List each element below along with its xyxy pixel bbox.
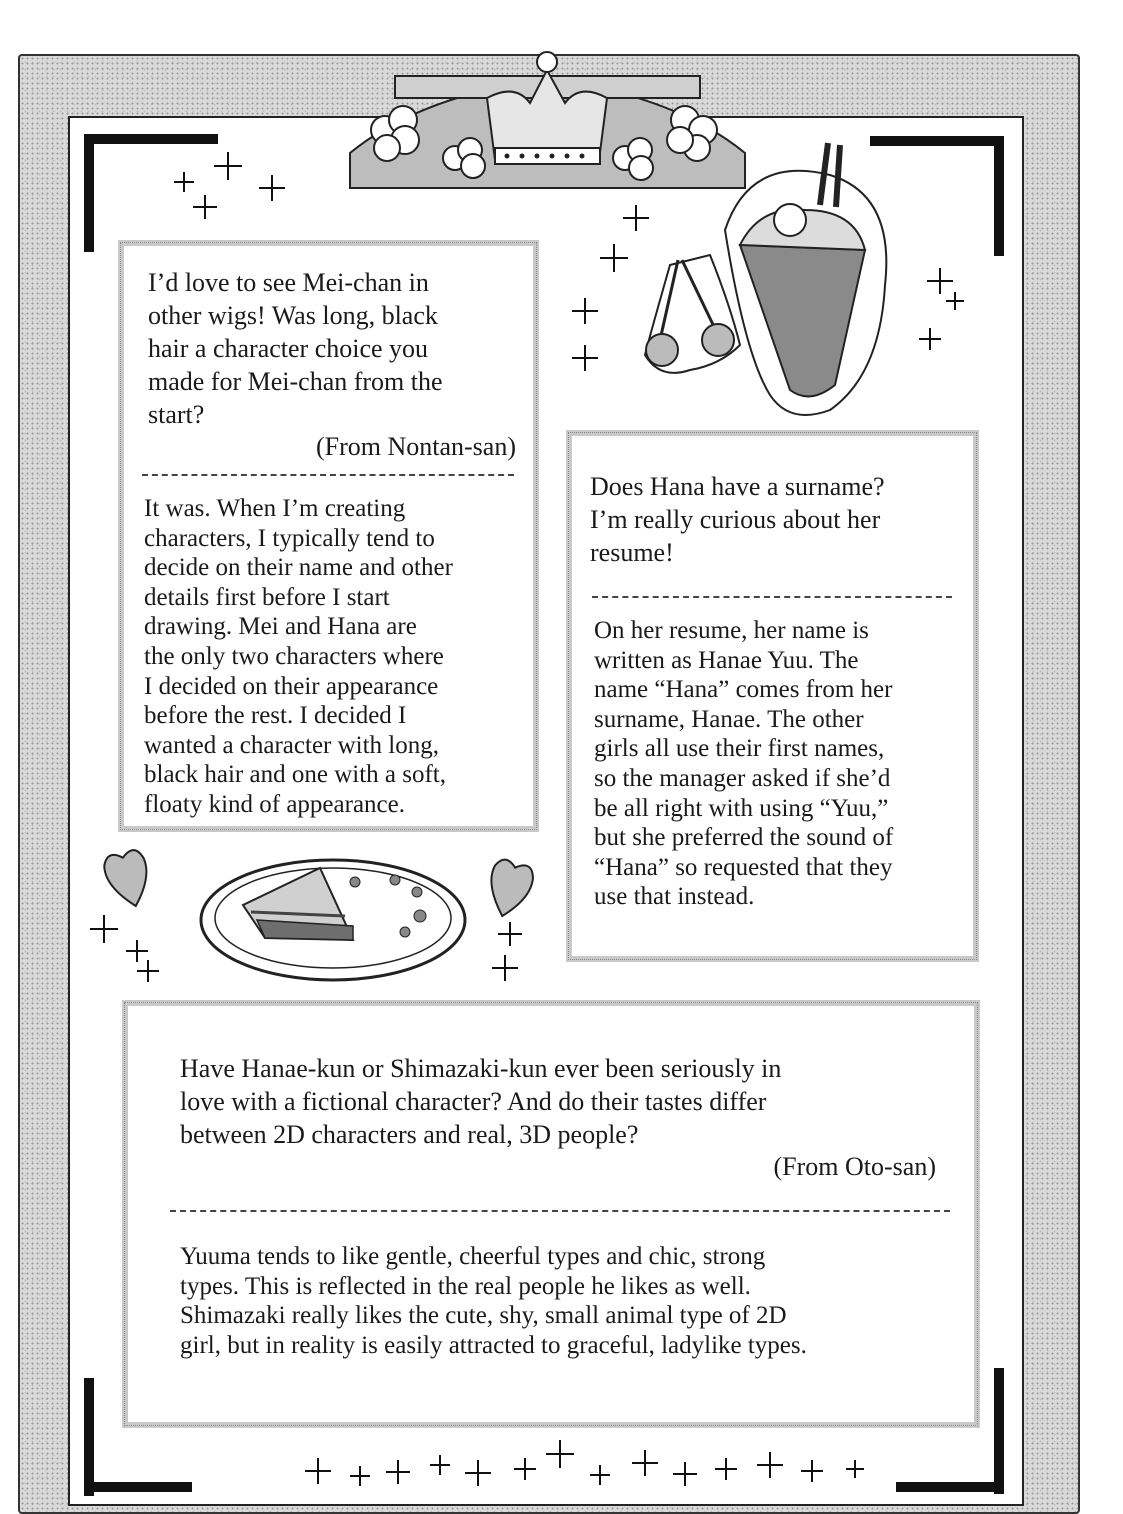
- qa-box-mei-wigs: [118, 240, 539, 832]
- question-text: Does Hana have a surname? I’m really curious about her resume!: [590, 472, 885, 567]
- from-credit: (From Nontan-san): [315, 432, 516, 461]
- from-credit: (From Oto-san): [773, 1152, 936, 1181]
- dashed-divider: [142, 474, 514, 476]
- dashed-divider: [170, 1210, 950, 1212]
- question-text: I’d love to see Mei-chan in other wigs! Was long, black hair a character choice you made for Mei-chan from the start?: [148, 268, 443, 429]
- answer-text: On her resume, her name is written as Hanae Yuu. The name “Hana” comes from her surname, Hanae. The other girls all use their first names, so the manager asked if she’d be all right with using “Yuu,” but she preferred the sound of “Hana” so requested that they use that instead.: [594, 617, 894, 911]
- answer-text: It was. When I’m creating characters, I typically tend to decide on their name and other details first before I start drawing. Mei and Hana are the only two characters where I decided on their appearance before the rest. I decided I wanted a character with long, black hair and one with a soft, floaty kind of appearance.: [144, 495, 453, 818]
- qa-box-hana-surname: [566, 430, 979, 962]
- question-text: Have Hanae-kun or Shimazaki-kun ever been seriously in love with a fictional character? And do their tastes differ between 2D characters and real, 3D people?: [180, 1054, 782, 1149]
- answer-text: Yuuma tends to like gentle, cheerful types and chic, strong types. This is reflected in the real people he likes as well. Shimazaki really likes the cute, shy, small animal type of 2D girl, but in reality is easily attracted to graceful, ladylike types.: [180, 1243, 807, 1359]
- qa-box-fictional-love: [122, 1000, 980, 1428]
- dashed-divider: [592, 596, 952, 598]
